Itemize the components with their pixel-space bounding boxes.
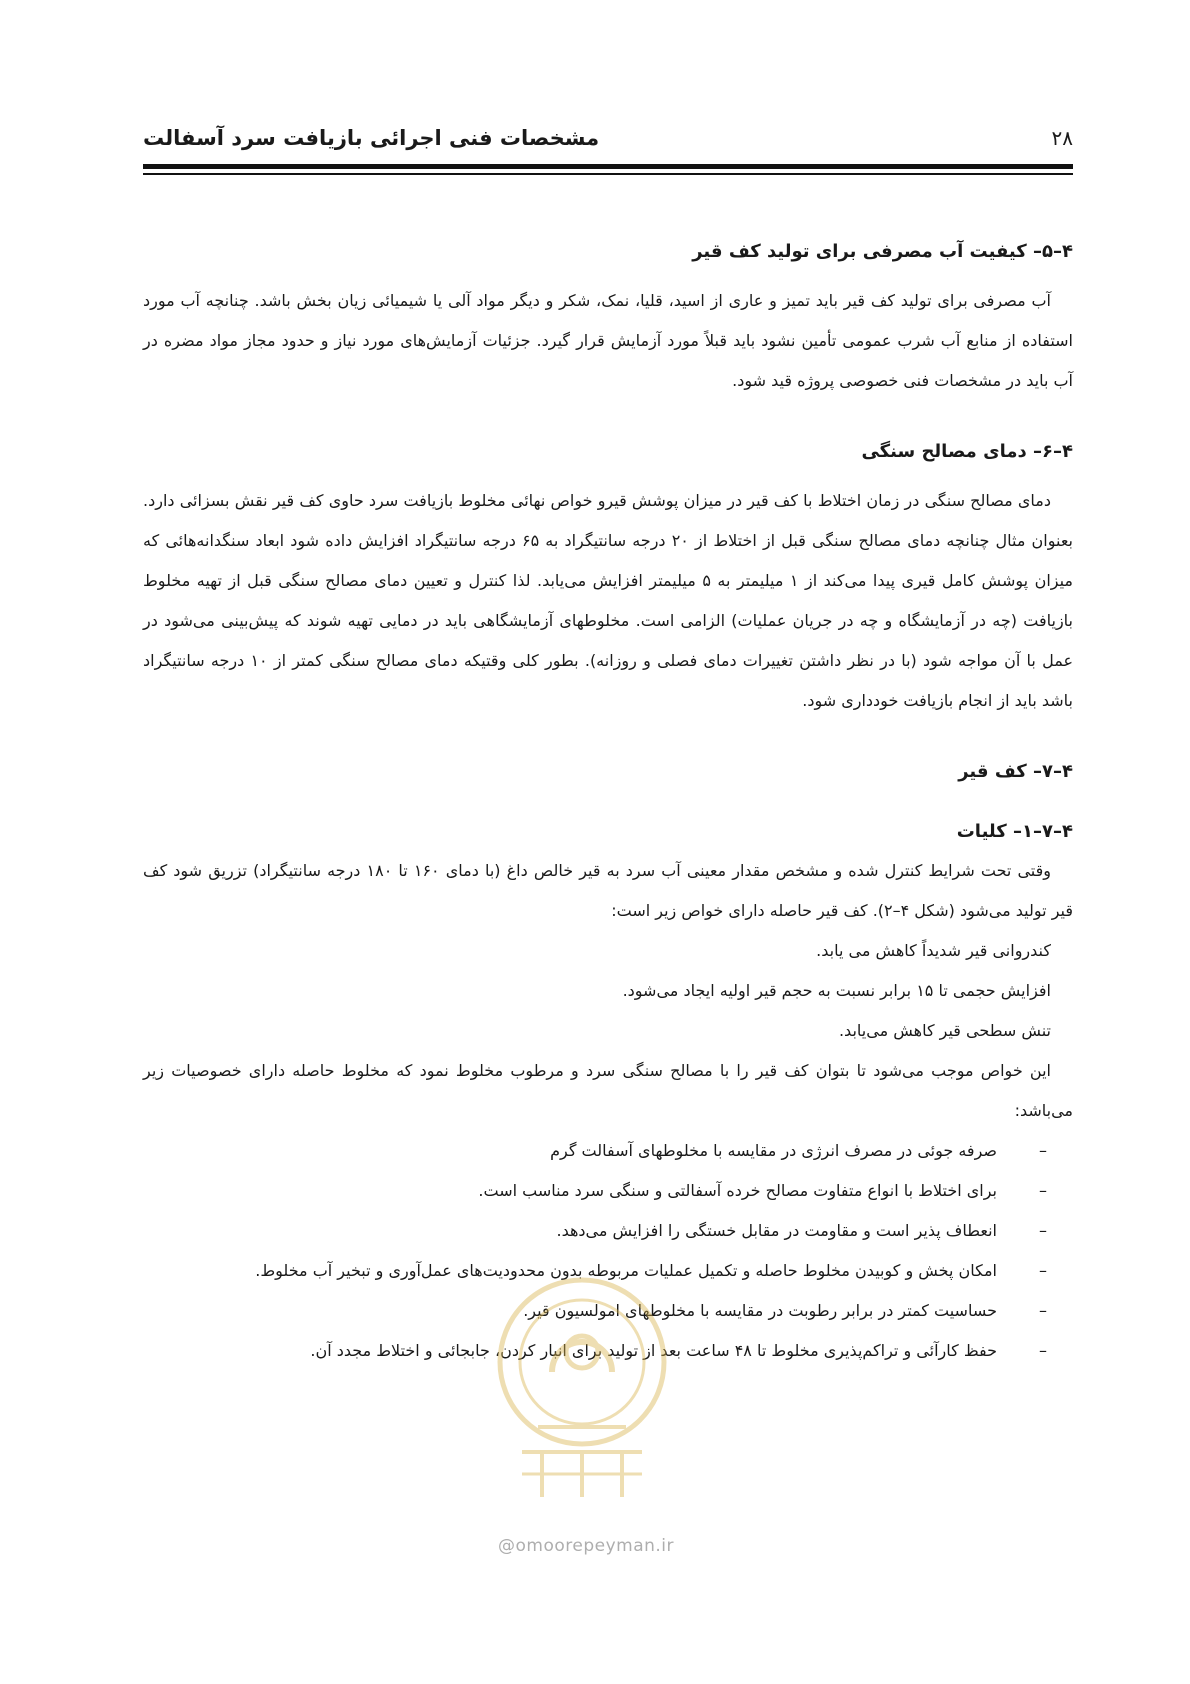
watermark-url: @omoorepeyman.ir — [498, 1536, 675, 1556]
list-item-text: برای اختلاط با انواع متفاوت مصالح خرده آسفالتی و سنگی سرد مناسب است. — [478, 1181, 997, 1200]
bullet-dash: – — [1039, 1181, 1047, 1200]
header-rule-thick — [143, 164, 1073, 169]
bullet-dash: – — [1039, 1341, 1047, 1360]
running-header — [143, 126, 1073, 156]
list-item-text: حفظ کارآئی و تراکم‌پذیری مخلوط تا ۴۸ ساعت بعد از تولید برای انبار کردن، جابجائی و اختلاط مجدد آن. — [310, 1341, 997, 1360]
seal-graphic — [500, 1280, 664, 1497]
property-line: افزایش حجمی تا ۱۵ برابر نسبت به حجم قیر اولیه ایجاد می‌شود. — [622, 981, 1051, 1000]
page-number: ۲۸ — [1051, 126, 1073, 150]
section-heading-4-6: ۴–۶– دمای مصالح سنگی — [861, 441, 1073, 462]
subsection-heading-4-7-1: ۴–۷–۱– کلیات — [956, 821, 1073, 842]
section-heading-4-5: ۴–۵– کیفیت آب مصرفی برای تولید کف قیر — [692, 241, 1073, 262]
watermark-seal-icon — [482, 1252, 682, 1502]
section-heading-4-7: ۴–۷– کف قیر — [958, 761, 1073, 782]
list-item — [143, 1171, 1073, 1211]
paragraph-foam-conclusion: این خواص موجب می‌شود تا بتوان کف قیر را با مصالح سنگی سرد و مرطوب مخلوط نمود که مخلوط حاصله دارای خصوصیات زیر می‌باشد: — [143, 1061, 1073, 1120]
property-line: کندروانی قیر شدیداً کاهش می یابد. — [816, 941, 1051, 960]
list-item-text: انعطاف پذیر است و مقاومت در مقابل خستگی را افزایش می‌دهد. — [556, 1221, 997, 1240]
page-body — [143, 233, 1073, 1371]
bullet-dash: – — [1039, 1261, 1047, 1280]
paragraph-aggregate-temperature: دمای مصالح سنگی در زمان اختلاط با کف قیر در میزان پوشش قیرو خواص نهائی مخلوط بازیافت سرد حاوی کف قیر نقش بسزائی دارد. بعنوان مثال چنانچه دمای مصالح سنگی قبل از اختلاط از ۲۰ درجه سانتیگراد به ۶۵ درجه سانتیگراد افزایش داده شود ابعاد سنگدانه‌هائی که میزان پوشش کامل قیری پیدا می‌کند از ۱ میلیمتر به ۵ میلیمتر افزایش می‌یابد. لذا کنترل و تعیین دمای مصالح سنگی قبل از تهیه مخلوط بازیافت (چه در آزمایشگاه و چه در جریان عملیات) الزامی است. مخلوطهای آزمایشگاهی باید در دمایی تهیه شوند که پیش‌بینی می‌شود در عمل با آن مواجه شود (با در نظر داشتن تغییرات دمای فصلی و روزانه). بطور کلی وقتیکه دمای مصالح سنگی کمتر از ۱۰ درجه سانتیگراد باشد باید از انجام بازیافت خودداری شود. — [143, 491, 1074, 710]
paragraph-water-quality: آب مصرفی برای تولید کف قیر باید تمیز و عاری از اسید، قلیا، نمک، شکر و دیگر مواد آلی یا شیمیائی زیان بخش باشد. چنانچه آب مورد استفاده از منابع آب شرب عمومی تأمین نشود باید قبلاً مورد آزمایش قرار گیرد. جزئیات آزمایش‌های مورد نیاز و حدود مجاز مواد مضره در آب باید در مشخصات فنی خصوصی پروژه قید شود. — [143, 291, 1073, 390]
list-item-text: امکان پخش و کوبیدن مخلوط حاصله و تکمیل عملیات مربوطه بدون محدودیت‌های عمل‌آوری و تبخیر آب مخلوط. — [255, 1261, 997, 1280]
header-rule-thin — [143, 173, 1073, 175]
paragraph-foam-intro: وقتی تحت شرایط کنترل شده و مشخص مقدار معینی آب سرد به قیر خالص داغ (با دمای ۱۶۰ تا ۱۸۰ درجه سانتیگراد) تزریق شود کف قیر تولید می‌شود (شکل ۴–۲). کف قیر حاصله دارای خواص زیر است: — [143, 861, 1073, 920]
list-item — [143, 1211, 1073, 1251]
header-title: مشخصات فنی اجرائی بازیافت سرد آسفالت — [143, 126, 600, 150]
bullet-dash: – — [1039, 1221, 1047, 1240]
list-item-text: صرفه جوئی در مصرف انرژی در مقایسه با مخلوطهای آسفالت گرم — [550, 1141, 997, 1160]
property-line: تنش سطحی قیر کاهش می‌یابد. — [838, 1021, 1051, 1040]
bullet-dash: – — [1039, 1301, 1047, 1320]
bullet-dash: – — [1039, 1141, 1047, 1160]
list-item-text: حساسیت کمتر در برابر رطوبت در مقایسه با مخلوطهای امولسیون قیر. — [523, 1301, 997, 1320]
list-item — [143, 1131, 1073, 1171]
